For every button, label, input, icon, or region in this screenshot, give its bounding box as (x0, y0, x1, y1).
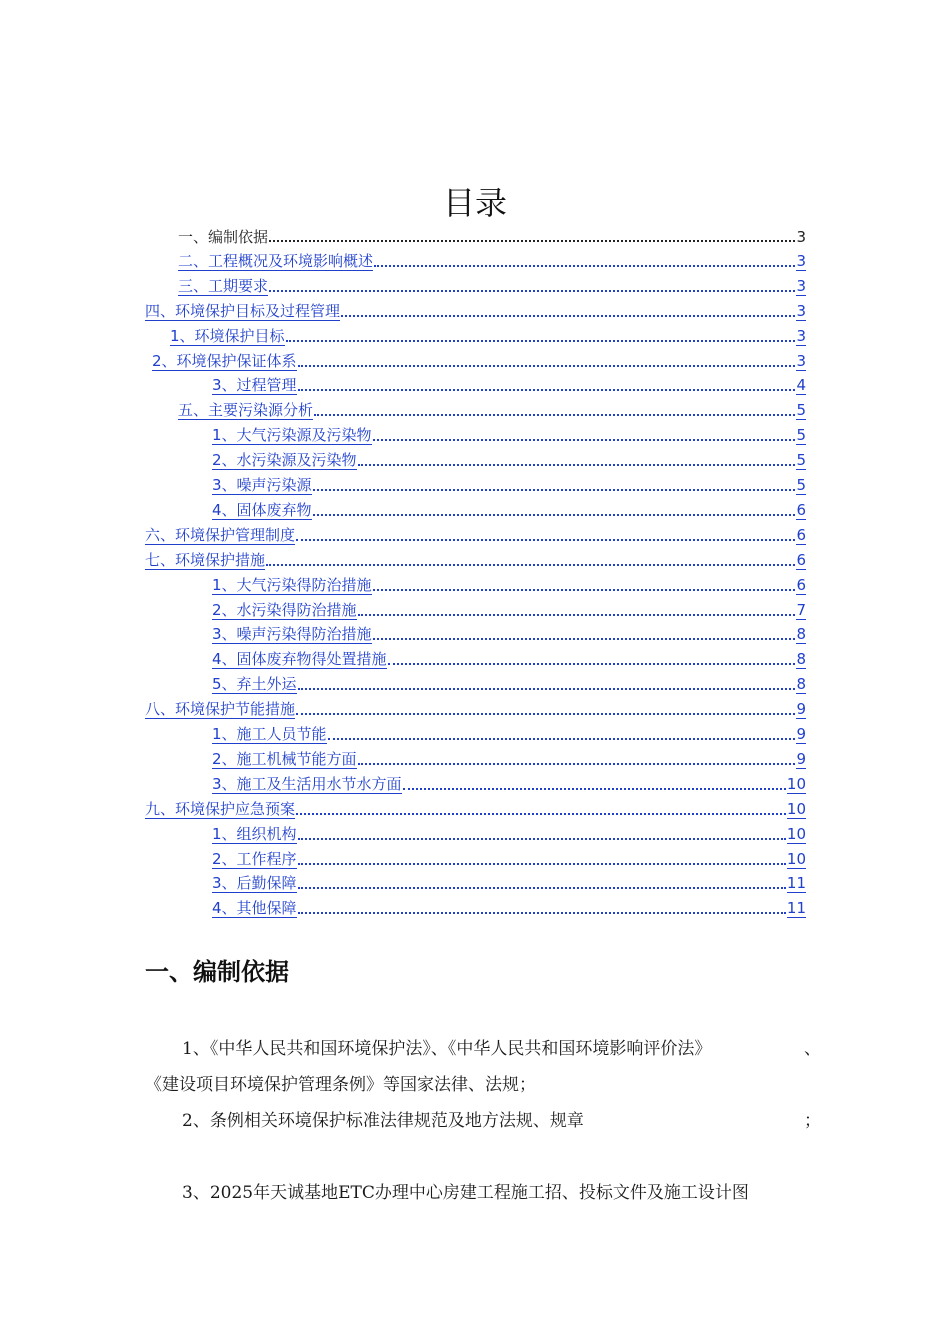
toc-entry-title: 3、施工及生活用水节水方面 (212, 774, 402, 793)
toc-entry-title: 1、组织机构 (212, 824, 297, 843)
toc-entry-title: 4、固体废弃物得处置措施 (212, 650, 387, 669)
toc-entry-title: 一、编制依据 (178, 228, 269, 246)
toc-entry-page: 8 (796, 650, 806, 669)
toc-leader-dots (358, 464, 796, 466)
toc-leader-dots (374, 265, 795, 267)
toc-entry-page: 3 (796, 276, 806, 295)
toc-entry[interactable] (212, 822, 806, 844)
toc-entry-page: 8 (796, 625, 806, 644)
toc-leader-dots (296, 813, 786, 815)
toc-entry-page: 11 (786, 899, 806, 918)
basis-item-1-line-2: 《建设项目环境保护管理条例》等国家法律、法规； (145, 1075, 536, 1095)
toc-entry[interactable] (212, 772, 806, 794)
toc-entry[interactable] (212, 747, 806, 769)
toc-entry-page: 9 (796, 725, 806, 743)
toc-leader-dots (298, 688, 796, 690)
toc-leader-dots (313, 514, 796, 516)
toc-entry-title: 二、工程概况及环境影响概述 (178, 251, 374, 270)
toc-entry[interactable] (212, 573, 806, 595)
toc-entry-page: 10 (786, 849, 806, 868)
toc-leader-dots (373, 589, 796, 591)
toc-leader-dots (298, 863, 786, 865)
toc-entry-page: 6 (796, 550, 806, 569)
toc-entry-page: 4 (796, 376, 806, 395)
toc-entry[interactable] (212, 622, 806, 644)
toc-entry[interactable] (178, 249, 806, 271)
toc-title: 目录 (442, 184, 507, 222)
toc-leader-dots (286, 340, 796, 342)
toc-entry-page: 5 (796, 476, 806, 494)
basis-item-3: 3、2025年天诚基地ETC办理中心房建工程施工招、投标文件及施工设计图 (182, 1183, 749, 1203)
toc-entry[interactable] (170, 324, 806, 346)
toc-entry-title: 2、环境保护保证体系 (152, 351, 297, 370)
toc-entry-title: 4、固体废弃物 (212, 500, 312, 519)
toc-entry-title: 六、环境保护管理制度 (145, 525, 296, 544)
toc-entry-title: 2、工作程序 (212, 849, 297, 868)
toc-entry-title: 1、大气污染源及污染物 (212, 426, 372, 445)
toc-entry-title: 2、水污染源及污染物 (212, 451, 357, 470)
toc-entry-title: 3、过程管理 (212, 376, 297, 395)
toc-entry-page: 6 (796, 525, 806, 544)
toc-leader-dots (313, 489, 796, 491)
toc-entry-page: 10 (786, 799, 806, 818)
toc-entry[interactable] (212, 672, 806, 694)
toc-entry-title: 1、环境保护目标 (170, 326, 285, 345)
toc-entry-page: 6 (796, 575, 806, 594)
toc-leader-dots (298, 389, 796, 391)
toc-entry[interactable] (212, 448, 806, 470)
toc-entry[interactable] (145, 299, 806, 321)
toc-entry-page: 3 (796, 228, 806, 246)
toc-entry[interactable] (212, 722, 806, 744)
toc-entry-page: 3 (796, 301, 806, 320)
toc-entry-page: 8 (796, 675, 806, 694)
toc-entry-title: 八、环境保护节能措施 (145, 700, 296, 719)
toc-entry-title: 三、工期要求 (178, 276, 269, 295)
toc-entry-page: 10 (786, 774, 806, 793)
toc-entry-page: 9 (796, 749, 806, 768)
toc-entry-title: 九、环境保护应急预案 (145, 799, 296, 818)
toc-entry-page: 3 (796, 251, 806, 270)
toc-entry[interactable] (212, 598, 806, 620)
toc-leader-dots (314, 414, 795, 416)
toc-entry-page: 5 (796, 401, 806, 420)
toc-leader-dots (373, 638, 796, 640)
toc-entry-title: 3、后勤保障 (212, 874, 297, 893)
toc-leader-dots (269, 290, 795, 292)
toc-entry[interactable] (212, 473, 806, 495)
toc-entry[interactable] (145, 523, 806, 545)
toc-entry[interactable] (212, 647, 806, 669)
toc-entry-title: 3、噪声污染得防治措施 (212, 625, 372, 644)
toc-entry[interactable] (152, 349, 806, 371)
toc-leader-dots (388, 663, 796, 665)
toc-entry-page: 3 (796, 351, 806, 370)
basis-item-1-line-1: 1、《中华人民共和国环境保护法》、《中华人民共和国环境影响评价法》 (182, 1039, 712, 1059)
toc-leader-dots (403, 788, 786, 790)
toc-entry[interactable] (178, 274, 806, 296)
toc-entry-title: 1、大气污染得防治措施 (212, 575, 372, 594)
toc-leader-dots (341, 315, 795, 317)
toc-entry-page: 9 (796, 700, 806, 719)
toc-entry-title: 四、环境保护目标及过程管理 (145, 301, 341, 320)
toc-entry-page: 5 (796, 426, 806, 445)
toc-entry-title: 1、施工人员节能 (212, 725, 327, 743)
basis-item-1-trailing-punct: 、 (804, 1039, 821, 1059)
toc-entry-title: 3、噪声污染源 (212, 476, 312, 494)
toc-entry[interactable] (145, 548, 806, 570)
toc-entry-title: 七、环境保护措施 (145, 550, 266, 569)
toc-leader-dots (298, 838, 786, 840)
toc-leader-dots (298, 912, 786, 914)
toc-entry[interactable] (145, 797, 806, 819)
toc-entry[interactable] (145, 697, 806, 719)
toc-entry-page: 7 (796, 600, 806, 619)
toc-leader-dots (298, 365, 796, 367)
toc-leader-dots (373, 439, 796, 441)
toc-entry[interactable] (212, 373, 806, 395)
toc-entry-title: 2、水污染得防治措施 (212, 600, 357, 619)
toc-entry[interactable] (212, 423, 806, 445)
toc-leader-dots (296, 539, 795, 541)
toc-leader-dots (358, 763, 796, 765)
toc-entry-title: 4、其他保障 (212, 899, 297, 918)
section-heading: 一、编制依据 (145, 958, 289, 986)
toc-entry-title: 2、施工机械节能方面 (212, 749, 357, 768)
toc-entry-title: 5、弃土外运 (212, 675, 297, 694)
toc-entry[interactable] (212, 847, 806, 869)
toc-entry[interactable] (212, 498, 806, 520)
toc-entry-page: 6 (796, 500, 806, 519)
toc-leader-dots (328, 738, 796, 740)
toc-entry[interactable] (178, 224, 806, 246)
toc-leader-dots (266, 564, 795, 566)
toc-entry-page: 10 (786, 824, 806, 843)
toc-entry-page: 5 (796, 451, 806, 470)
toc-leader-dots (296, 713, 795, 715)
toc-entry-title: 五、主要污染源分析 (178, 401, 314, 420)
basis-item-2-trailing-punct: ； (804, 1111, 821, 1131)
toc-leader-dots (358, 614, 796, 616)
toc-entry[interactable] (178, 398, 806, 420)
toc-leader-dots (269, 240, 795, 242)
toc-entry[interactable] (212, 871, 806, 893)
toc-leader-dots (298, 887, 786, 889)
toc-entry-page: 11 (786, 874, 806, 893)
toc-entry[interactable] (212, 896, 806, 918)
toc-entry-page: 3 (796, 326, 806, 345)
basis-item-2: 2、条例相关环境保护标准法律规范及地方法规、规章 (182, 1111, 584, 1131)
